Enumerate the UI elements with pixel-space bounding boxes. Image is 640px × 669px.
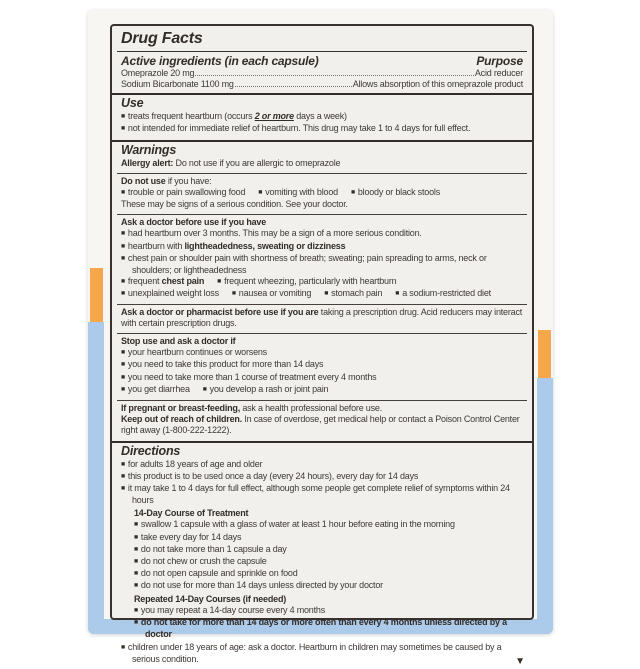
text-segment: 2 or more xyxy=(254,110,294,121)
bullet-line xyxy=(134,605,523,617)
square-bullet-icon: ■ xyxy=(121,485,125,493)
text-segment: lightheadedness, sweating or dizziness xyxy=(184,240,346,251)
text-segment: your heartburn continues or worsens xyxy=(127,347,267,358)
text-segment: you need to take this product for more than 14 days xyxy=(127,359,324,370)
section-heading: Directions xyxy=(121,443,181,458)
text-segment: you need to take more than 1 course of treatment every 4 months xyxy=(127,371,377,382)
ingredient-purpose: Allows absorption of this omeprazole product xyxy=(352,79,523,90)
text-block xyxy=(112,157,532,172)
square-bullet-icon: ■ xyxy=(121,189,125,197)
text-segment: unexplained weight loss xyxy=(127,287,219,298)
right-orange-band xyxy=(538,330,551,378)
bullet-line xyxy=(134,544,523,556)
bullet-line xyxy=(134,532,523,544)
text-segment: Keep out of reach of children. xyxy=(121,413,245,424)
block-divider xyxy=(117,333,527,334)
square-bullet-icon: ■ xyxy=(134,607,138,615)
text-line xyxy=(121,336,523,347)
block-divider xyxy=(117,173,527,174)
text-segment: this product is to be used once a day (every 24 hours), every day for 14 days xyxy=(127,471,419,482)
text-line xyxy=(121,403,523,414)
block-divider xyxy=(117,304,527,305)
text-line xyxy=(134,594,523,605)
text-line xyxy=(121,414,523,436)
active-ingredients-heading: Active ingredients (in each capsule) xyxy=(121,54,319,68)
text-segment: do not use for more than 14 days unless directed by your doctor xyxy=(140,579,383,590)
bullet-line xyxy=(121,359,523,371)
bullet-line xyxy=(121,347,523,359)
text-segment: do not take more than 1 capsule a day xyxy=(140,543,287,554)
square-bullet-icon: ■ xyxy=(134,521,138,529)
text-segment: it may take 1 to 4 days for full effect, although some people get complete relief of symptoms within 24 hours xyxy=(127,483,510,506)
text-segment: frequent wheezing, particularly with heartburn xyxy=(224,275,397,286)
text-segment: do not take for more than 14 days or more often than every 4 months unless directed by a doctor xyxy=(140,617,507,640)
square-bullet-icon: ■ xyxy=(121,242,125,250)
text-segment: frequent xyxy=(127,275,162,286)
text-block xyxy=(112,306,532,332)
ingredient-name: Sodium Bicarbonate 1100 mg xyxy=(121,79,234,90)
bullet-line xyxy=(121,123,523,135)
text-block xyxy=(112,458,532,669)
text-segment: children under 18 years of age: ask a doctor. Heartburn in children may sometimes be caused by a serious condition. xyxy=(127,642,502,665)
section-use xyxy=(112,95,532,138)
ingredient-purpose: Acid reducer xyxy=(474,68,523,78)
drug-facts-panel xyxy=(110,24,534,667)
square-bullet-icon: ■ xyxy=(121,230,125,238)
text-segment: chest pain xyxy=(161,275,205,286)
text-block xyxy=(112,175,532,213)
ingredient-row xyxy=(112,68,532,79)
square-bullet-icon: ■ xyxy=(121,254,125,262)
square-bullet-icon: ■ xyxy=(121,385,125,393)
text-segment: In case of overdose, get medical help or contact a Poison Control Center right away (1-800-222-1222). xyxy=(121,413,520,435)
square-bullet-icon: ■ xyxy=(231,289,236,297)
text-segment: chest pain or shoulder pain with shortness of breath; sweating; pain spreading to arms, neck or shoulders; or lightheadedness xyxy=(127,252,487,275)
text-segment: for adults 18 years of age and older xyxy=(127,458,263,469)
text-segment: not intended for immediate relief of heartburn. This drug may take 1 to 4 days for full effect. xyxy=(127,122,471,133)
text-line xyxy=(134,508,523,519)
text-segment: trouble or pain swallowing food xyxy=(127,187,246,198)
text-block xyxy=(112,216,532,303)
section-warnings xyxy=(112,142,532,439)
bullet-line xyxy=(134,556,523,568)
bullet-line xyxy=(121,111,523,123)
bullet-line xyxy=(134,617,523,640)
square-bullet-icon: ■ xyxy=(121,373,125,381)
square-bullet-icon: ■ xyxy=(134,581,138,589)
square-bullet-icon: ■ xyxy=(134,545,138,553)
bullet-line xyxy=(134,580,523,592)
bullet-line xyxy=(121,384,523,396)
square-bullet-icon: ■ xyxy=(121,124,125,132)
text-segment: nausea or vomiting xyxy=(238,287,312,298)
label-sections xyxy=(112,93,532,669)
bullet-line xyxy=(121,241,523,253)
leader-dots xyxy=(195,75,474,76)
text-line xyxy=(121,158,523,169)
text-segment: If pregnant or breast-feeding, xyxy=(121,402,243,413)
bullet-line xyxy=(121,253,523,276)
section-heading: Use xyxy=(121,95,144,110)
text-segment: treats frequent heartburn (occurs xyxy=(127,110,255,121)
text-segment: Repeated 14-Day Courses (if needed) xyxy=(134,594,287,604)
section-directions xyxy=(112,443,532,669)
text-segment: if you have: xyxy=(167,176,212,187)
text-segment: heartburn with xyxy=(127,240,185,251)
text-segment: Allergy alert: xyxy=(121,158,176,168)
text-segment: 14-Day Course of Treatment xyxy=(134,508,249,519)
text-segment: you develop a rash or joint pain xyxy=(209,383,329,394)
text-segment: Do not use if you are allergic to omeprazole xyxy=(175,158,341,168)
bullet-line xyxy=(121,372,523,384)
square-bullet-icon: ■ xyxy=(121,289,125,297)
right-blue-band xyxy=(537,378,553,634)
square-bullet-icon: ■ xyxy=(134,569,138,577)
text-segment: These may be signs of a serious condition. See your doctor. xyxy=(121,199,348,210)
ingredient-row xyxy=(112,79,532,90)
text-segment: bloody or black stools xyxy=(357,187,440,198)
square-bullet-icon: ■ xyxy=(350,189,355,197)
square-bullet-icon: ■ xyxy=(121,112,125,120)
drug-facts-title: Drug Facts xyxy=(121,30,203,47)
text-line xyxy=(121,176,523,187)
text-segment: Stop use and ask a doctor if xyxy=(121,336,236,347)
text-line xyxy=(121,199,523,210)
purpose-heading: Purpose xyxy=(476,54,523,68)
bullet-line xyxy=(121,187,523,199)
text-segment: days a week) xyxy=(293,110,347,121)
square-bullet-icon: ■ xyxy=(121,473,125,481)
square-bullet-icon: ■ xyxy=(258,189,263,197)
bullet-line xyxy=(121,228,523,240)
square-bullet-icon: ■ xyxy=(202,385,207,393)
leader-dots xyxy=(235,86,352,87)
active-ingredients-header xyxy=(112,52,532,68)
bullet-line xyxy=(121,642,523,665)
text-line xyxy=(121,217,523,228)
text-segment: do not chew or crush the capsule xyxy=(140,555,267,566)
text-segment: Ask a doctor or pharmacist before use if you are xyxy=(121,307,321,318)
text-segment: stomach pain xyxy=(331,287,383,298)
active-ingredients-rows xyxy=(112,68,532,91)
block-divider xyxy=(117,400,527,401)
square-bullet-icon: ■ xyxy=(134,533,138,541)
left-blue-band xyxy=(88,322,104,634)
text-segment: Do not use xyxy=(121,176,168,187)
text-segment: take every day for 14 days xyxy=(140,531,242,542)
square-bullet-icon: ■ xyxy=(395,289,400,297)
square-bullet-icon: ■ xyxy=(134,619,138,627)
square-bullet-icon: ■ xyxy=(121,277,125,285)
square-bullet-icon: ■ xyxy=(217,277,222,285)
bullet-line xyxy=(121,471,523,483)
bullet-line xyxy=(121,459,523,471)
bullet-line xyxy=(134,568,523,580)
section-heading: Warnings xyxy=(121,143,177,157)
text-segment: do not open capsule and sprinkle on food xyxy=(140,567,298,578)
text-block xyxy=(112,335,532,398)
square-bullet-icon: ■ xyxy=(121,349,125,357)
bullet-line xyxy=(121,483,523,506)
square-bullet-icon: ■ xyxy=(121,460,125,468)
square-bullet-icon: ■ xyxy=(134,557,138,565)
text-segment: ask a health professional before use. xyxy=(242,402,383,413)
text-block xyxy=(112,110,532,138)
text-segment: had heartburn over 3 months. This may be a sign of a more serious condition. xyxy=(127,228,422,239)
bullet-line xyxy=(121,276,523,288)
text-block xyxy=(112,402,532,439)
square-bullet-icon: ■ xyxy=(121,644,125,652)
expand-triangle-icon: ▼ xyxy=(515,655,525,667)
text-segment: swallow 1 capsule with a glass of water at least 1 hour before eating in the morning xyxy=(140,519,455,530)
text-segment: you may repeat a 14-day course every 4 months xyxy=(140,605,326,616)
block-divider xyxy=(117,214,527,215)
square-bullet-icon: ■ xyxy=(324,289,329,297)
text-line xyxy=(121,307,523,329)
text-segment: taking a prescription drug. Acid reducers may interact with certain prescription drugs. xyxy=(121,307,523,329)
text-segment: you get diarrhea xyxy=(127,383,190,394)
bullet-line xyxy=(134,519,523,531)
product-box-back-panel xyxy=(88,10,553,667)
ingredient-name: Omeprazole 20 mg xyxy=(121,68,195,78)
left-orange-band xyxy=(90,268,103,322)
text-segment: a sodium-restricted diet xyxy=(402,287,491,298)
square-bullet-icon: ■ xyxy=(121,361,125,369)
bullet-line xyxy=(121,288,523,300)
text-segment: vomiting with blood xyxy=(265,187,338,198)
text-segment: Ask a doctor before use if you have xyxy=(121,217,267,228)
